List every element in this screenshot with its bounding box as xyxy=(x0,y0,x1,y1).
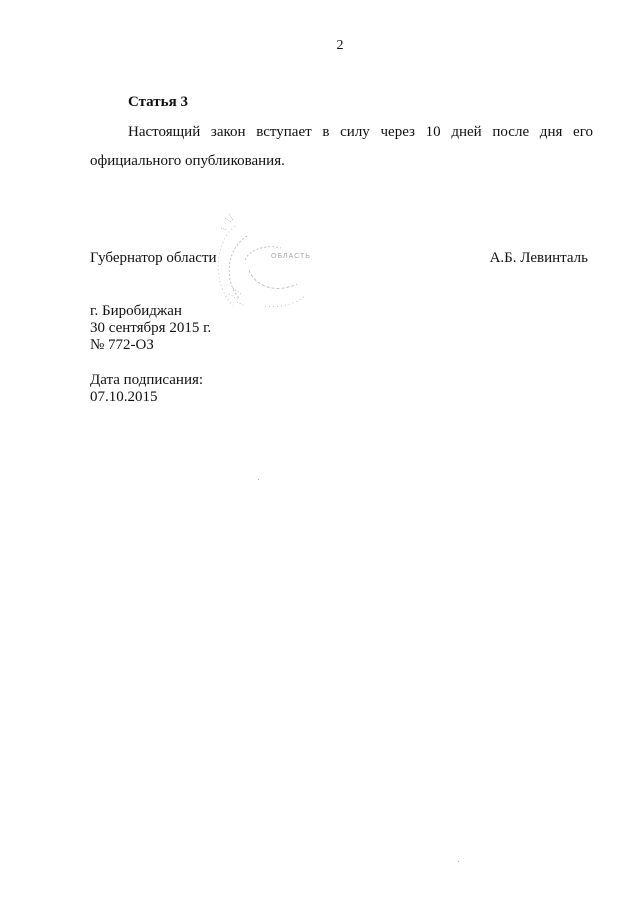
stamp-text: ОБЛАСТЬ xyxy=(271,253,311,260)
article-text: Настоящий закон вступает в силу через 10 дней после дня его официального опубликования. xyxy=(90,124,593,169)
signatory-position: Губернатор области xyxy=(90,250,217,266)
signing-block xyxy=(90,372,203,406)
law-number: № 772-ОЗ xyxy=(90,337,154,353)
page-number: 2 xyxy=(336,38,344,53)
city: г. Биробиджан xyxy=(90,303,182,319)
article-paragraph xyxy=(90,118,593,176)
signing-label: Дата подписания: xyxy=(90,372,204,388)
adoption-date: 30 сентября 2015 г. xyxy=(90,320,212,336)
signing-date: 07.10.2015 xyxy=(90,389,158,405)
scan-speck xyxy=(258,479,259,480)
article-title: Статья 3 xyxy=(128,94,188,110)
place-date-block xyxy=(90,303,211,354)
official-seal-stamp xyxy=(205,208,325,320)
signatory-name: А.Б. Левинталь xyxy=(489,250,588,266)
scan-speck xyxy=(458,861,459,862)
